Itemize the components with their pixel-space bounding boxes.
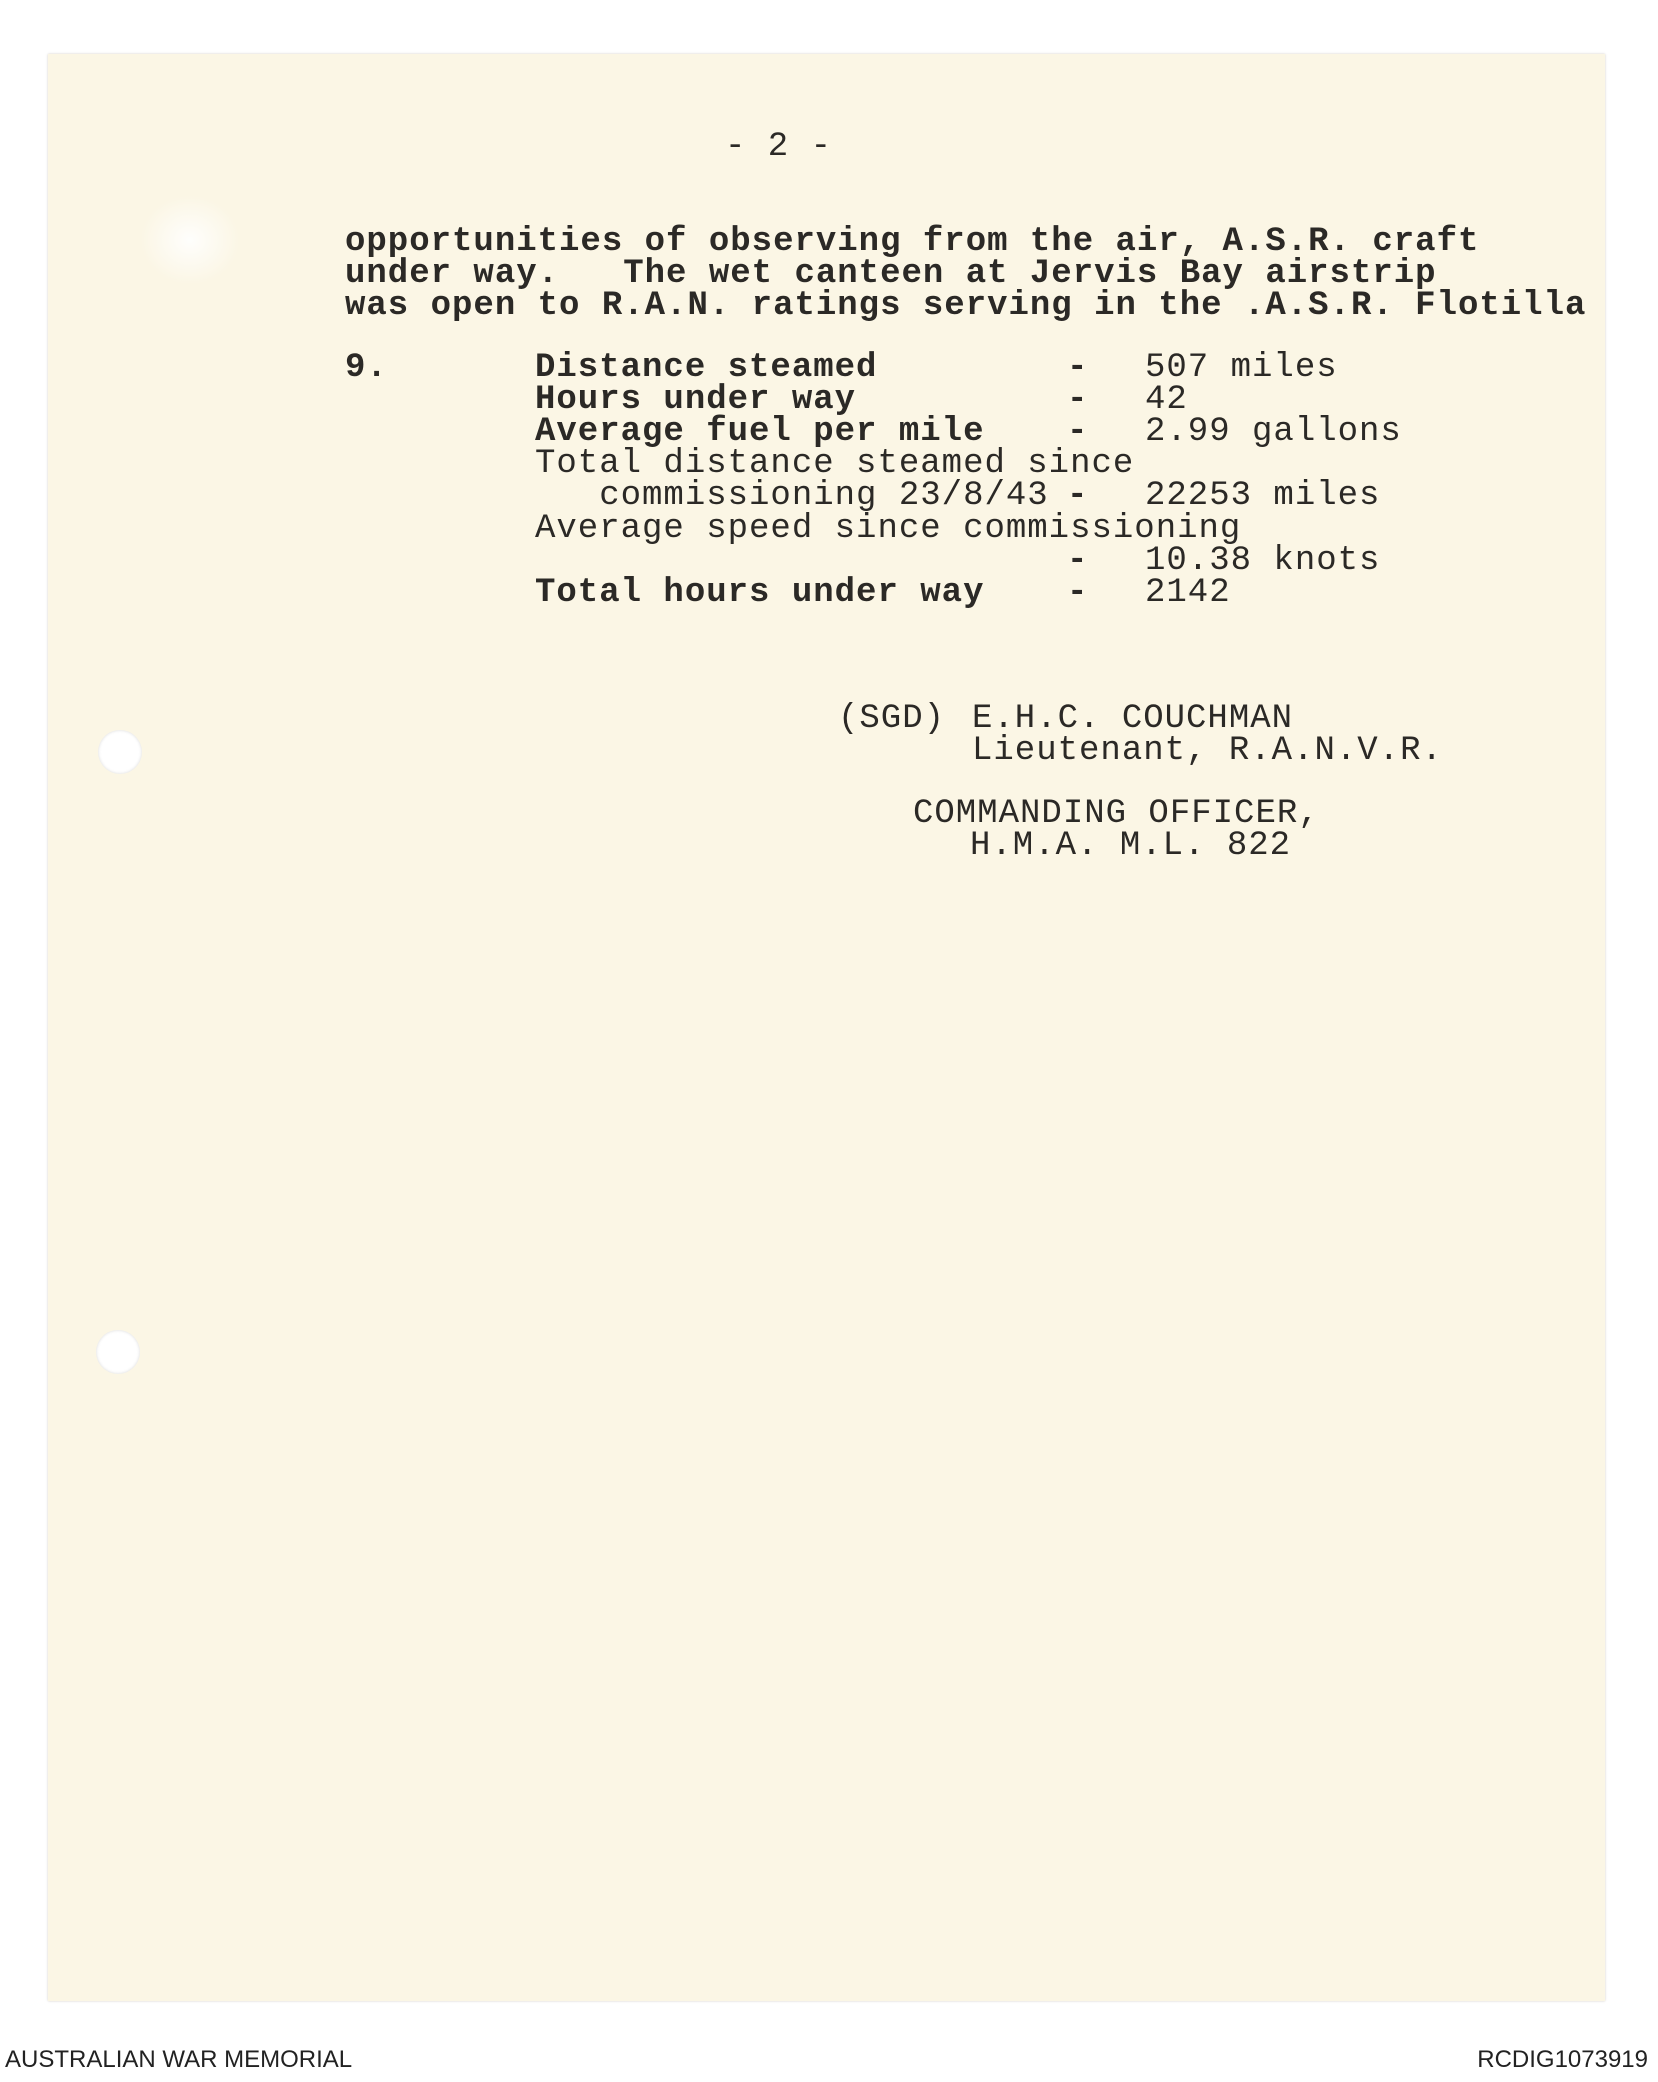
- signatory-name: E.H.C. COUCHMAN: [972, 700, 1294, 738]
- stat-value: 22253 miles: [1145, 477, 1381, 515]
- stat-label: Total hours under way: [535, 574, 985, 612]
- paragraph-line-2: under way. The wet canteen at Jervis Bay airstrip: [345, 255, 1437, 293]
- stat-dash: -: [1067, 349, 1089, 387]
- footer-record-id: RCDIG1073919: [1477, 2046, 1648, 2073]
- sgd-label: (SGD): [838, 700, 946, 738]
- page-number: - 2 -: [725, 128, 833, 166]
- stat-label: Hours under way: [535, 381, 857, 419]
- signatory-rank: Lieutenant, R.A.N.V.R.: [972, 732, 1443, 770]
- stat-label: Average fuel per mile: [535, 413, 985, 451]
- document-page: [48, 54, 1605, 2001]
- paper-smudge: [140, 195, 240, 285]
- stat-dash: -: [1067, 574, 1089, 612]
- paragraph-line-1: opportunities of observing from the air, A.S.R. craft: [345, 223, 1480, 261]
- stat-value: 2142: [1145, 574, 1231, 612]
- stat-value: 2.99 gallons: [1145, 413, 1402, 451]
- stat-value: 507 miles: [1145, 349, 1338, 387]
- punch-hole-bottom: [96, 1330, 140, 1374]
- stat-dash: -: [1067, 477, 1089, 515]
- stat-label: Average speed since commissioning: [535, 510, 1242, 548]
- stat-value: 10.38 knots: [1145, 542, 1381, 580]
- stat-dash: -: [1067, 381, 1089, 419]
- item-number: 9.: [345, 349, 388, 387]
- stat-label: Total distance steamed since: [535, 445, 1135, 483]
- footer-archive-name: AUSTRALIAN WAR MEMORIAL: [5, 2046, 353, 2073]
- stat-label: Distance steamed: [535, 349, 878, 387]
- paragraph-line-3: was open to R.A.N. ratings serving in the .A.S.R. Flotilla: [345, 287, 1587, 325]
- stat-dash: -: [1067, 542, 1089, 580]
- stat-label: commissioning 23/8/43: [535, 477, 1049, 515]
- punch-hole-top: [98, 730, 142, 774]
- stat-value: 42: [1145, 381, 1188, 419]
- stat-dash: -: [1067, 413, 1089, 451]
- signatory-title: COMMANDING OFFICER,: [913, 795, 1320, 833]
- ship-name: H.M.A. M.L. 822: [970, 827, 1292, 865]
